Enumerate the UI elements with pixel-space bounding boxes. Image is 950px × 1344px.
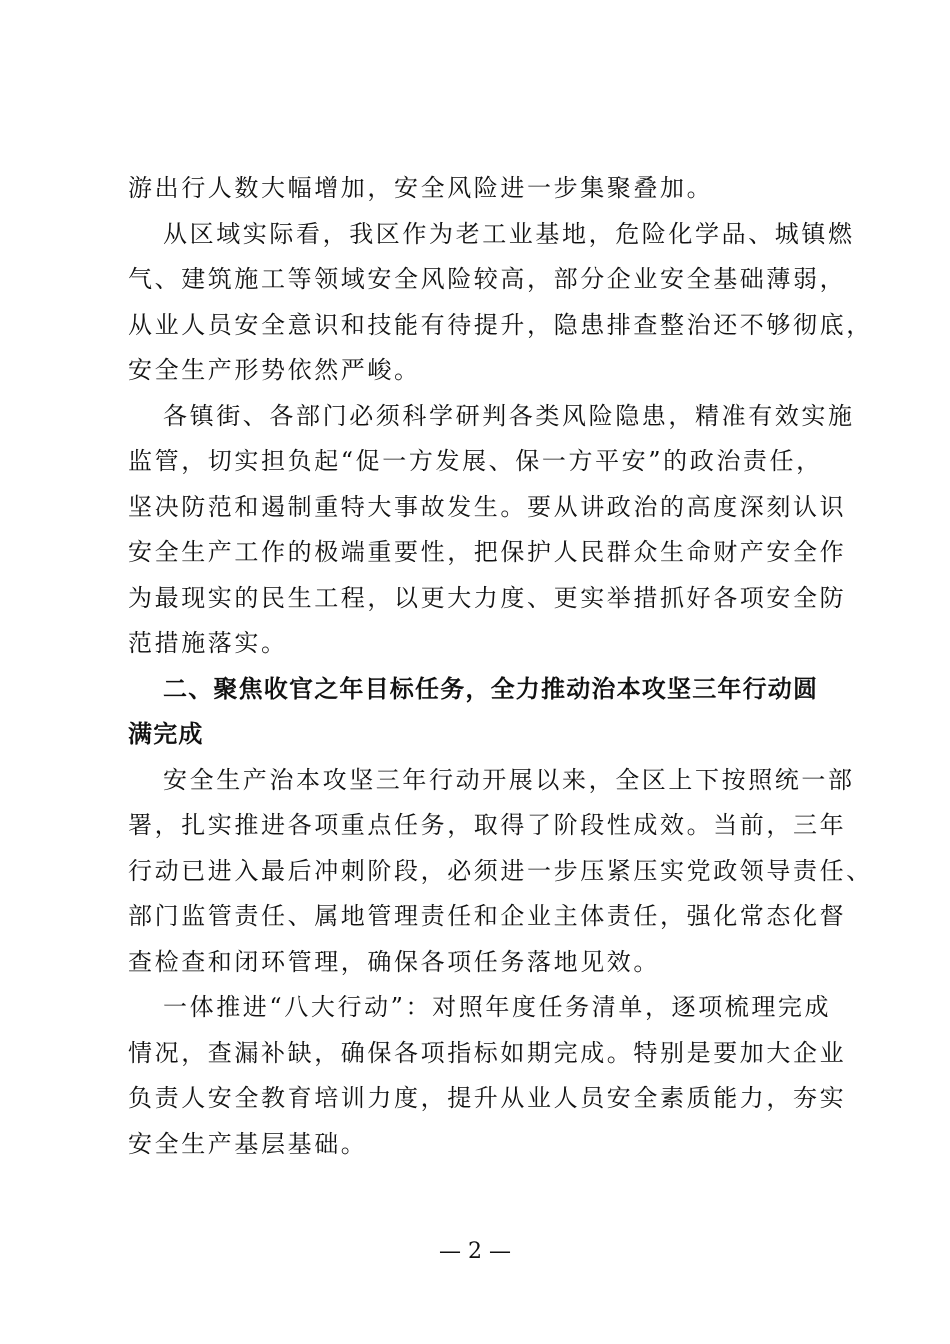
paragraph-line: 气、建筑施工等领域安全风险较高，部分企业安全基础薄弱， <box>128 265 847 293</box>
paragraph-line: 署，扎实推进各项重点任务，取得了阶段性成效。当前，三年 <box>128 811 847 839</box>
paragraph-line: 安全生产工作的极端重要性，把保护人民群众生命财产安全作 <box>128 538 847 566</box>
page-number: — 2 — <box>439 1239 511 1264</box>
paragraph-line: 部门监管责任、属地管理责任和企业主体责任，强化常态化督 <box>128 902 847 930</box>
paragraph-line: 监管，切实担负起“促一方发展、保一方平安”的政治责任， <box>128 447 823 475</box>
paragraph-line: 从业人员安全意识和技能有待提升，隐患排查整治还不够彻底， <box>128 310 873 339</box>
paragraph-line: 行动已进入最后冲刺阶段，必须进一步压紧压实党政领导责任、 <box>128 856 873 885</box>
body-text <box>128 166 873 1167</box>
paragraph-line: 查检查和闭环管理，确保各项任务落地见效。 <box>128 947 660 976</box>
paragraph-line: 安全生产形势依然严峻。 <box>128 356 421 384</box>
paragraph-line: 安全生产治本攻坚三年行动开展以来，全区上下按照统一部 <box>163 765 855 794</box>
paragraph-line: 游出行人数大幅增加，安全风险进一步集聚叠加。 <box>128 174 714 202</box>
paragraph-line: 范措施落实。 <box>128 629 288 657</box>
paragraph-line: 坚决防范和遏制重特大事故发生。要从讲政治的高度深刻认识 <box>128 492 847 521</box>
paragraph-line: 安全生产基层基础。 <box>128 1129 368 1158</box>
section-heading-line: 满完成 <box>128 720 204 748</box>
section-heading-line: 二、聚焦收官之年目标任务，全力推动治本攻坚三年行动圆 <box>163 674 819 703</box>
paragraph-line: 各镇街、各部门必须科学研判各类风险隐患，精准有效实施 <box>163 401 855 430</box>
paragraph-line: 从区域实际看，我区作为老工业基地，危险化学品、城镇燃 <box>163 219 855 248</box>
paragraph-line: 一体推进“八大行动”：对照年度任务清单，逐项梳理完成 <box>163 993 832 1021</box>
paragraph-line: 负责人安全教育培训力度，提升从业人员安全素质能力，夯实 <box>128 1084 847 1112</box>
paragraph-line: 情况，查漏补缺，确保各项指标如期完成。特别是要加大企业 <box>128 1038 847 1067</box>
paragraph-line: 为最现实的民生工程，以更大力度、更实举措抓好各项安全防 <box>128 583 847 612</box>
